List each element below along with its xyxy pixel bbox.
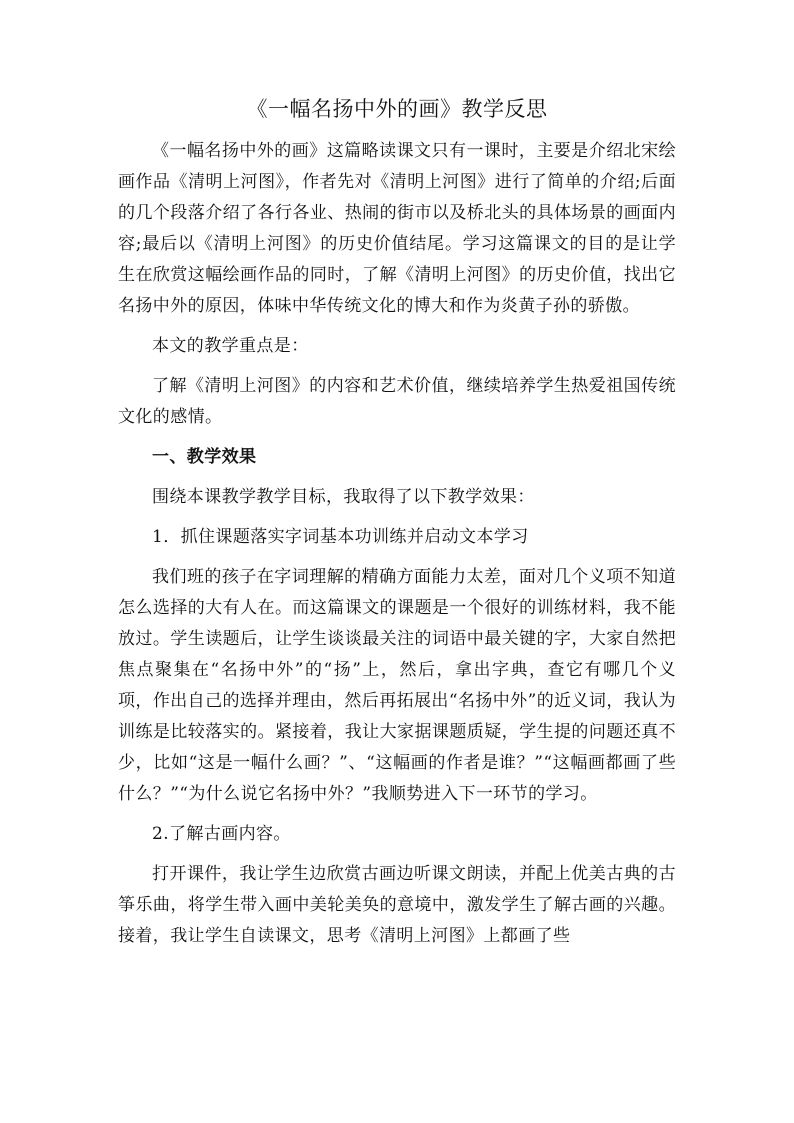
paragraph-effect-intro: 围绕本课教学教学目标，我取得了以下教学效果： xyxy=(152,487,535,507)
paragraph-key-points-label: 本文的教学重点是： xyxy=(152,336,309,356)
section-heading-teaching-effect: 一、教学效果 xyxy=(152,447,257,467)
paragraph-item-1-body: 我们班的孩子在字词理解的精确方面能力太差，面对几个义项不知道怎么选择的大有人在。而这篇课文的课题是一个很好的训练材料，我不能放过。学生读题后，让学生谈谈最关注的词语中最关键的字，大家自然把焦点聚集在“名扬中外”的“扬”上，然后，拿出字典，查它有哪几个义项，作出自己的选择并理由，然后再拓展出“名扬中外”的近义词，我认为训练是比较落实的。紧接着，我让大家据课题质疑，学生提的问题还真不少，比如“这是一幅什么画？”、“这幅画的作者是谁？”“这幅画都画了些什么？”“为什么说它名扬中外？”我顺势进入下一环节的学习。 xyxy=(118,567,676,804)
subheading-item-1: 1．抓住课题落实字词基本功训练并启动文本学习 xyxy=(152,527,529,547)
document-title: 《一幅名扬中外的画》教学反思 xyxy=(246,97,548,121)
paragraph-item-2-body: 打开课件，我让学生边欣赏古画边听课文朗读，并配上优美古典的古筝乐曲，将学生带入画中美轮美奂的意境中，激发学生了解古画的兴趣。接着，我让学生自读课文，思考《清明上河图》上都画了些 xyxy=(118,864,676,946)
document-page xyxy=(118,92,676,961)
subheading-item-2: 2.了解古画内容。 xyxy=(152,824,291,844)
paragraph-key-points: 了解《清明上河图》的内容和艺术价值，继续培养学生热爱祖国传统文化的感情。 xyxy=(118,376,676,427)
paragraph-intro: 《一幅名扬中外的画》这篇略读课文只有一课时，主要是介绍北宋绘画作品《清明上河图》，作者先对《清明上河图》进行了简单的介绍;后面的几个段落介绍了各行各业、热闹的街市以及桥北头的具体场景的画面内容;最后以《清明上河图》的历史价值结尾。学习这篇课文的目的是让学生在欣赏这幅绘画作品的同时，了解《清明上河图》的历史价值，找出它名扬中外的原因，体味中华传统文化的博大和作为炎黄子孙的骄傲。 xyxy=(118,141,676,316)
